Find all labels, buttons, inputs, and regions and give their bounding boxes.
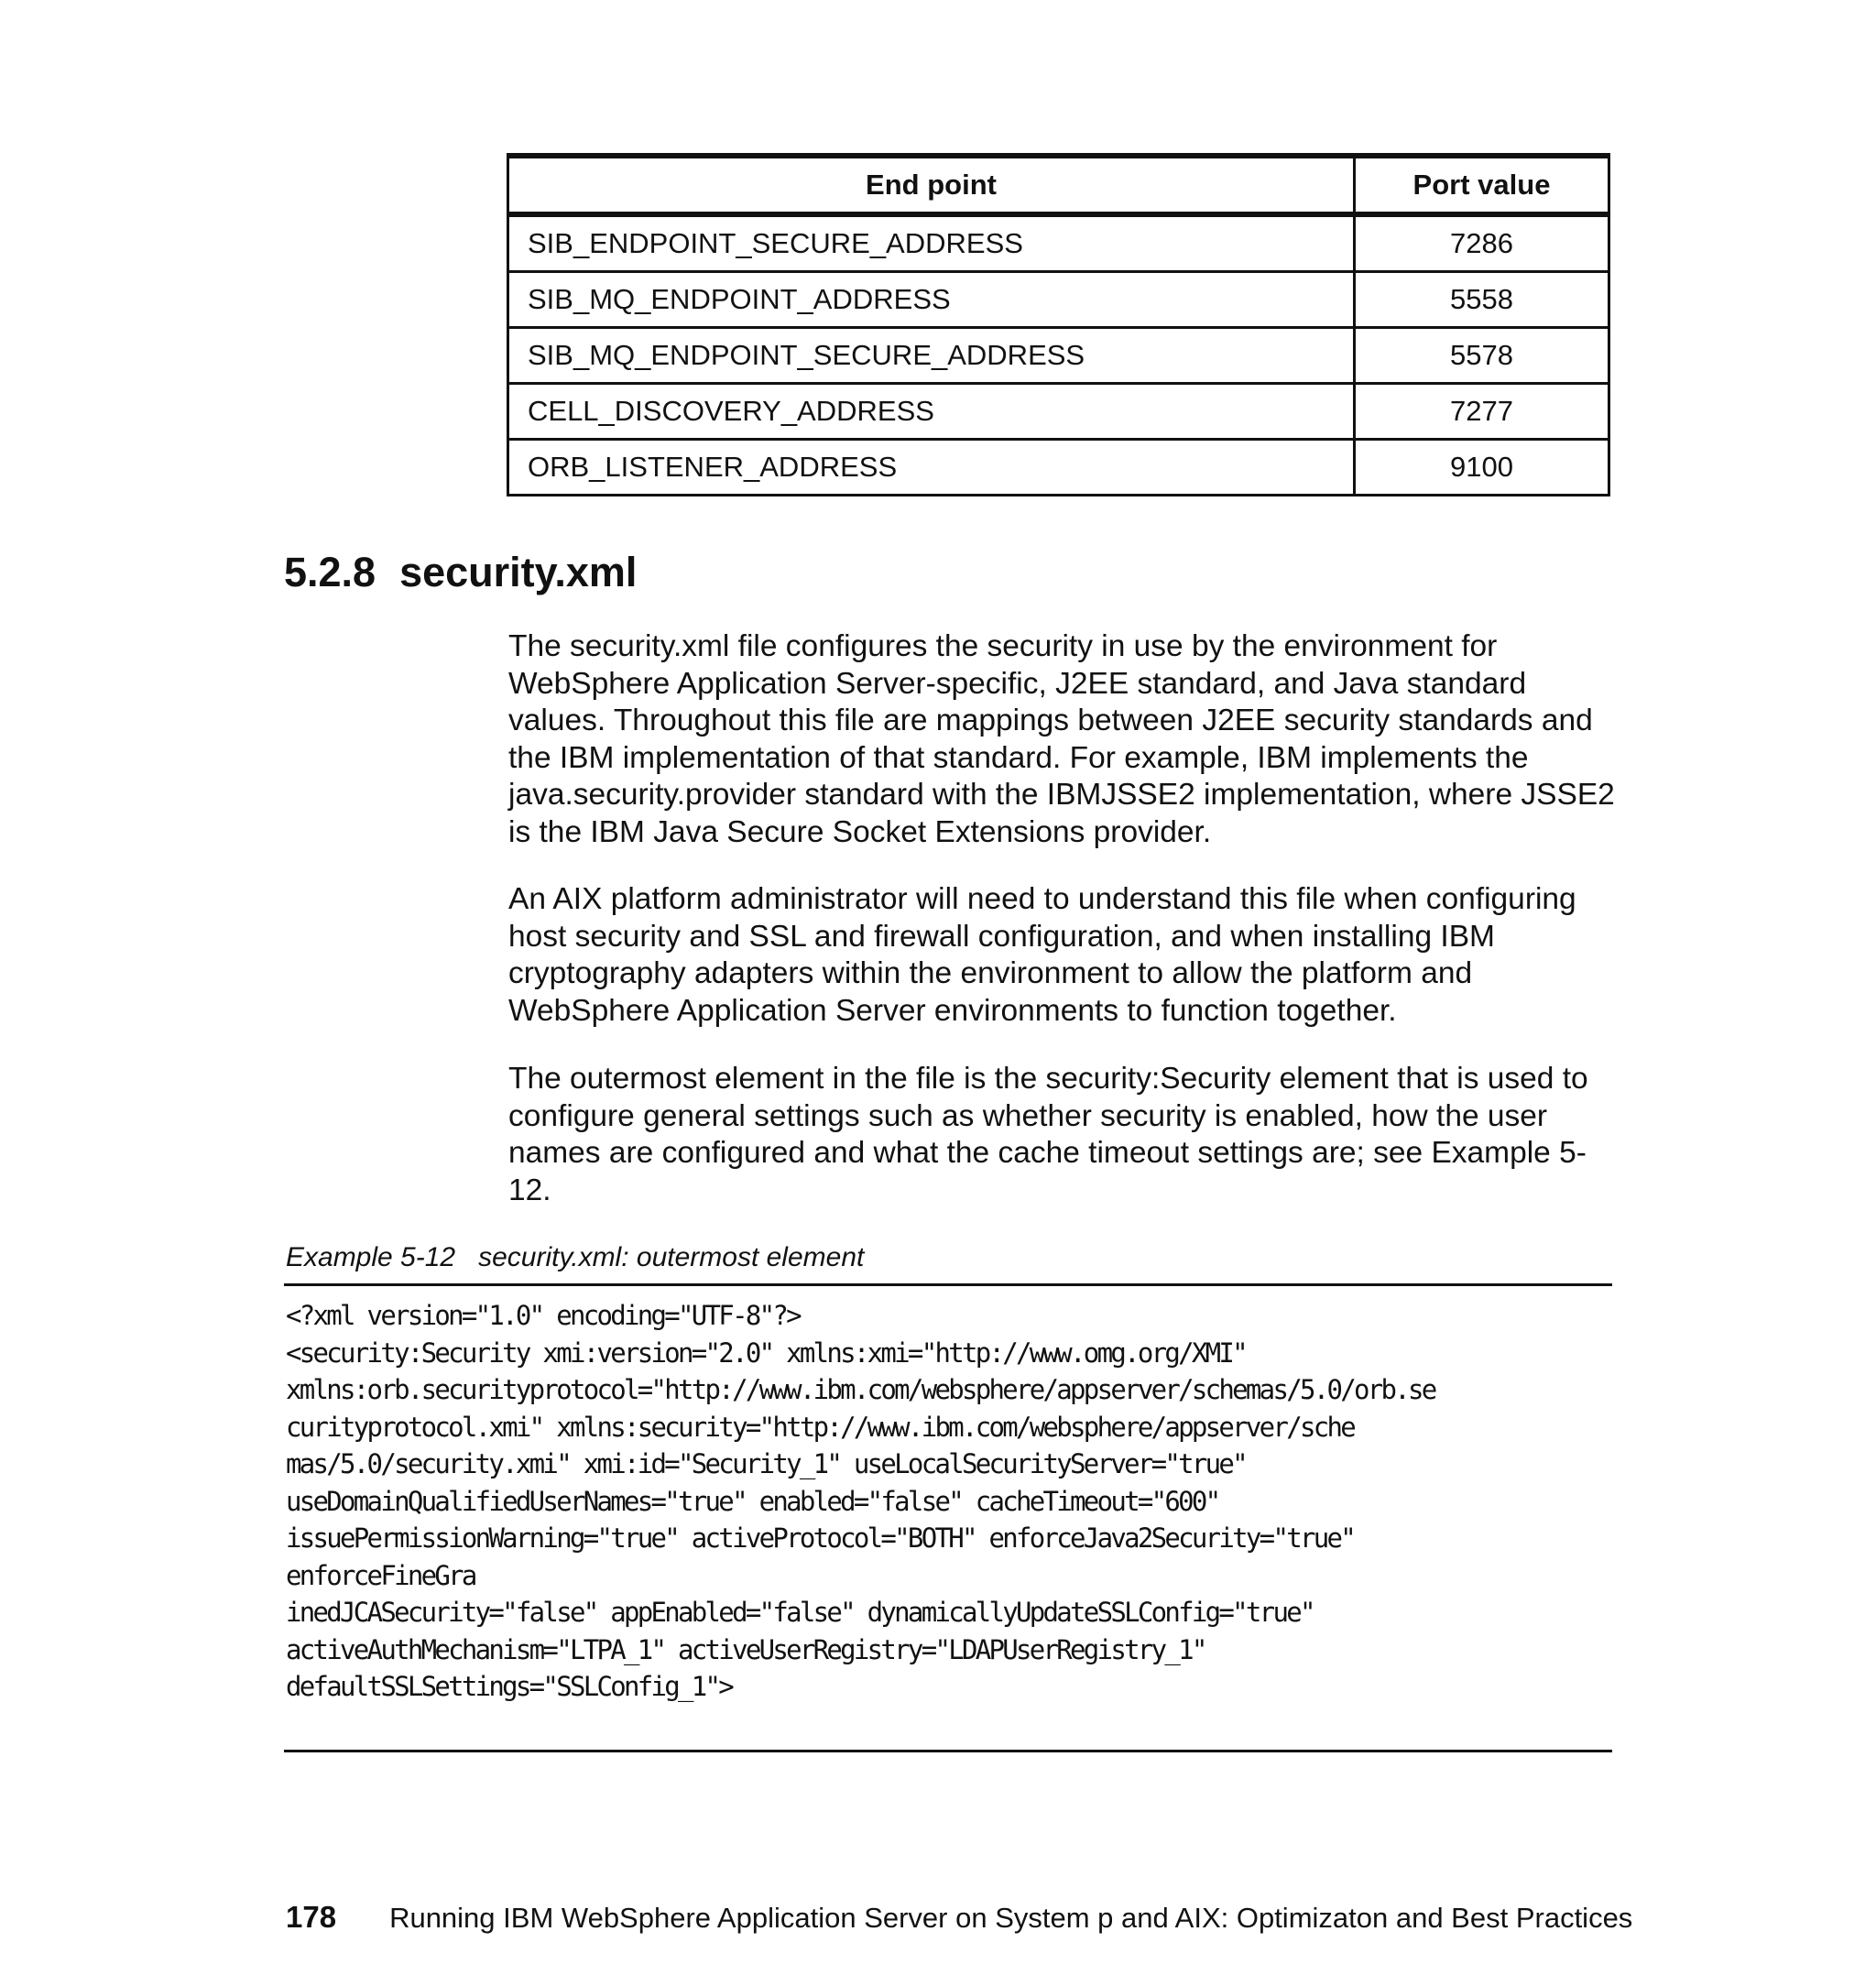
section-heading: [284, 548, 637, 597]
code-line: <security:Security xmi:version="2.0" xmlns:xmi="http://www.omg.org/XMI": [286, 1337, 1246, 1369]
code-line: inedJCASecurity="false" appEnabled="false" dynamicallyUpdateSSLConfig="true": [286, 1597, 1314, 1628]
code-line: defaultSSLSettings="SSLConfig_1">: [286, 1671, 733, 1702]
example-caption: Example 5-12 security.xml: outermost element: [286, 1242, 865, 1272]
body-paragraph: The outermost element in the file is the security:Security element that is used to configure general settings such as whether security is enabled, how the user names are configured and what the cache timeout settings are; see Example 5-12.: [508, 1062, 1588, 1207]
table-row: [508, 214, 1609, 272]
column-header-endpoint: End point: [508, 156, 1355, 214]
code-line: activeAuthMechanism="LTPA_1" activeUserRegistry="LDAPUserRegistry_1": [286, 1633, 1205, 1665]
table-row: [508, 272, 1609, 328]
endpoint-cell: SIB_MQ_ENDPOINT_ADDRESS: [508, 272, 1355, 328]
endpoint-cell: SIB_ENDPOINT_SECURE_ADDRESS: [508, 214, 1355, 272]
port-table: [507, 153, 1610, 496]
code-line: <?xml version="1.0" encoding="UTF-8"?>: [286, 1300, 800, 1331]
code-line: xmlns:orb.securityprotocol="http://www.ibm.com/websphere/appserver/schemas/5.0/orb.se: [286, 1374, 1435, 1405]
column-header-port-value: Port value: [1355, 156, 1609, 214]
endpoint-cell: SIB_MQ_ENDPOINT_SECURE_ADDRESS: [508, 328, 1355, 384]
table-header-row: [508, 156, 1609, 214]
code-block: [286, 1297, 1435, 1706]
body-paragraph: The security.xml file configures the security in use by the environment for WebSphere Application Server-specific, J2EE standard, and Java standard values. Throughout this file are mappings between J2EE security standards and the IBM implementation of that standard. For example, IBM implements the java.security.provider standard with the IBMJSSE2 implementation, where JSSE2 is the IBM Java Secure Socket Extensions provider.: [508, 629, 1615, 849]
port-cell: 9100: [1355, 440, 1609, 496]
port-cell: 5578: [1355, 328, 1609, 384]
code-line: enforceFineGra: [286, 1559, 475, 1591]
code-line: mas/5.0/security.xmi" xmi:id="Security_1" useLocalSecurityServer="true": [286, 1448, 1246, 1479]
code-line: curityprotocol.xmi" xmlns:security="http://www.ibm.com/websphere/appserver/sche: [286, 1411, 1354, 1443]
table-row: [508, 328, 1609, 384]
port-cell: 7286: [1355, 214, 1609, 272]
port-cell: 7277: [1355, 384, 1609, 440]
table-row: [508, 384, 1609, 440]
book-title: Running IBM WebSphere Application Server on System p and AIX: Optimizaton and Best Practices: [389, 1902, 1633, 1934]
table-row: [508, 440, 1609, 496]
code-line: issuePermissionWarning="true" activeProtocol="BOTH" enforceJava2Security="true": [286, 1522, 1354, 1554]
body-paragraph: An AIX platform administrator will need to understand this file when configuring host security and SSL and firewall configuration, and when installing IBM cryptography adapters within the environment to allow the platform and WebSphere Application Server environments to function together.: [508, 882, 1576, 1028]
page-number: 178: [286, 1900, 337, 1934]
section-number: 5.2.8: [284, 549, 376, 595]
page-footer: [286, 1899, 1632, 1936]
section-title: security.xml: [399, 549, 638, 595]
example-bottom-rule: [284, 1750, 1612, 1752]
code-line: useDomainQualifiedUserNames="true" enabled="false" cacheTimeout="600": [286, 1485, 1219, 1517]
port-cell: 5558: [1355, 272, 1609, 328]
endpoint-cell: ORB_LISTENER_ADDRESS: [508, 440, 1355, 496]
example-top-rule: [284, 1283, 1612, 1286]
endpoint-cell: CELL_DISCOVERY_ADDRESS: [508, 384, 1355, 440]
